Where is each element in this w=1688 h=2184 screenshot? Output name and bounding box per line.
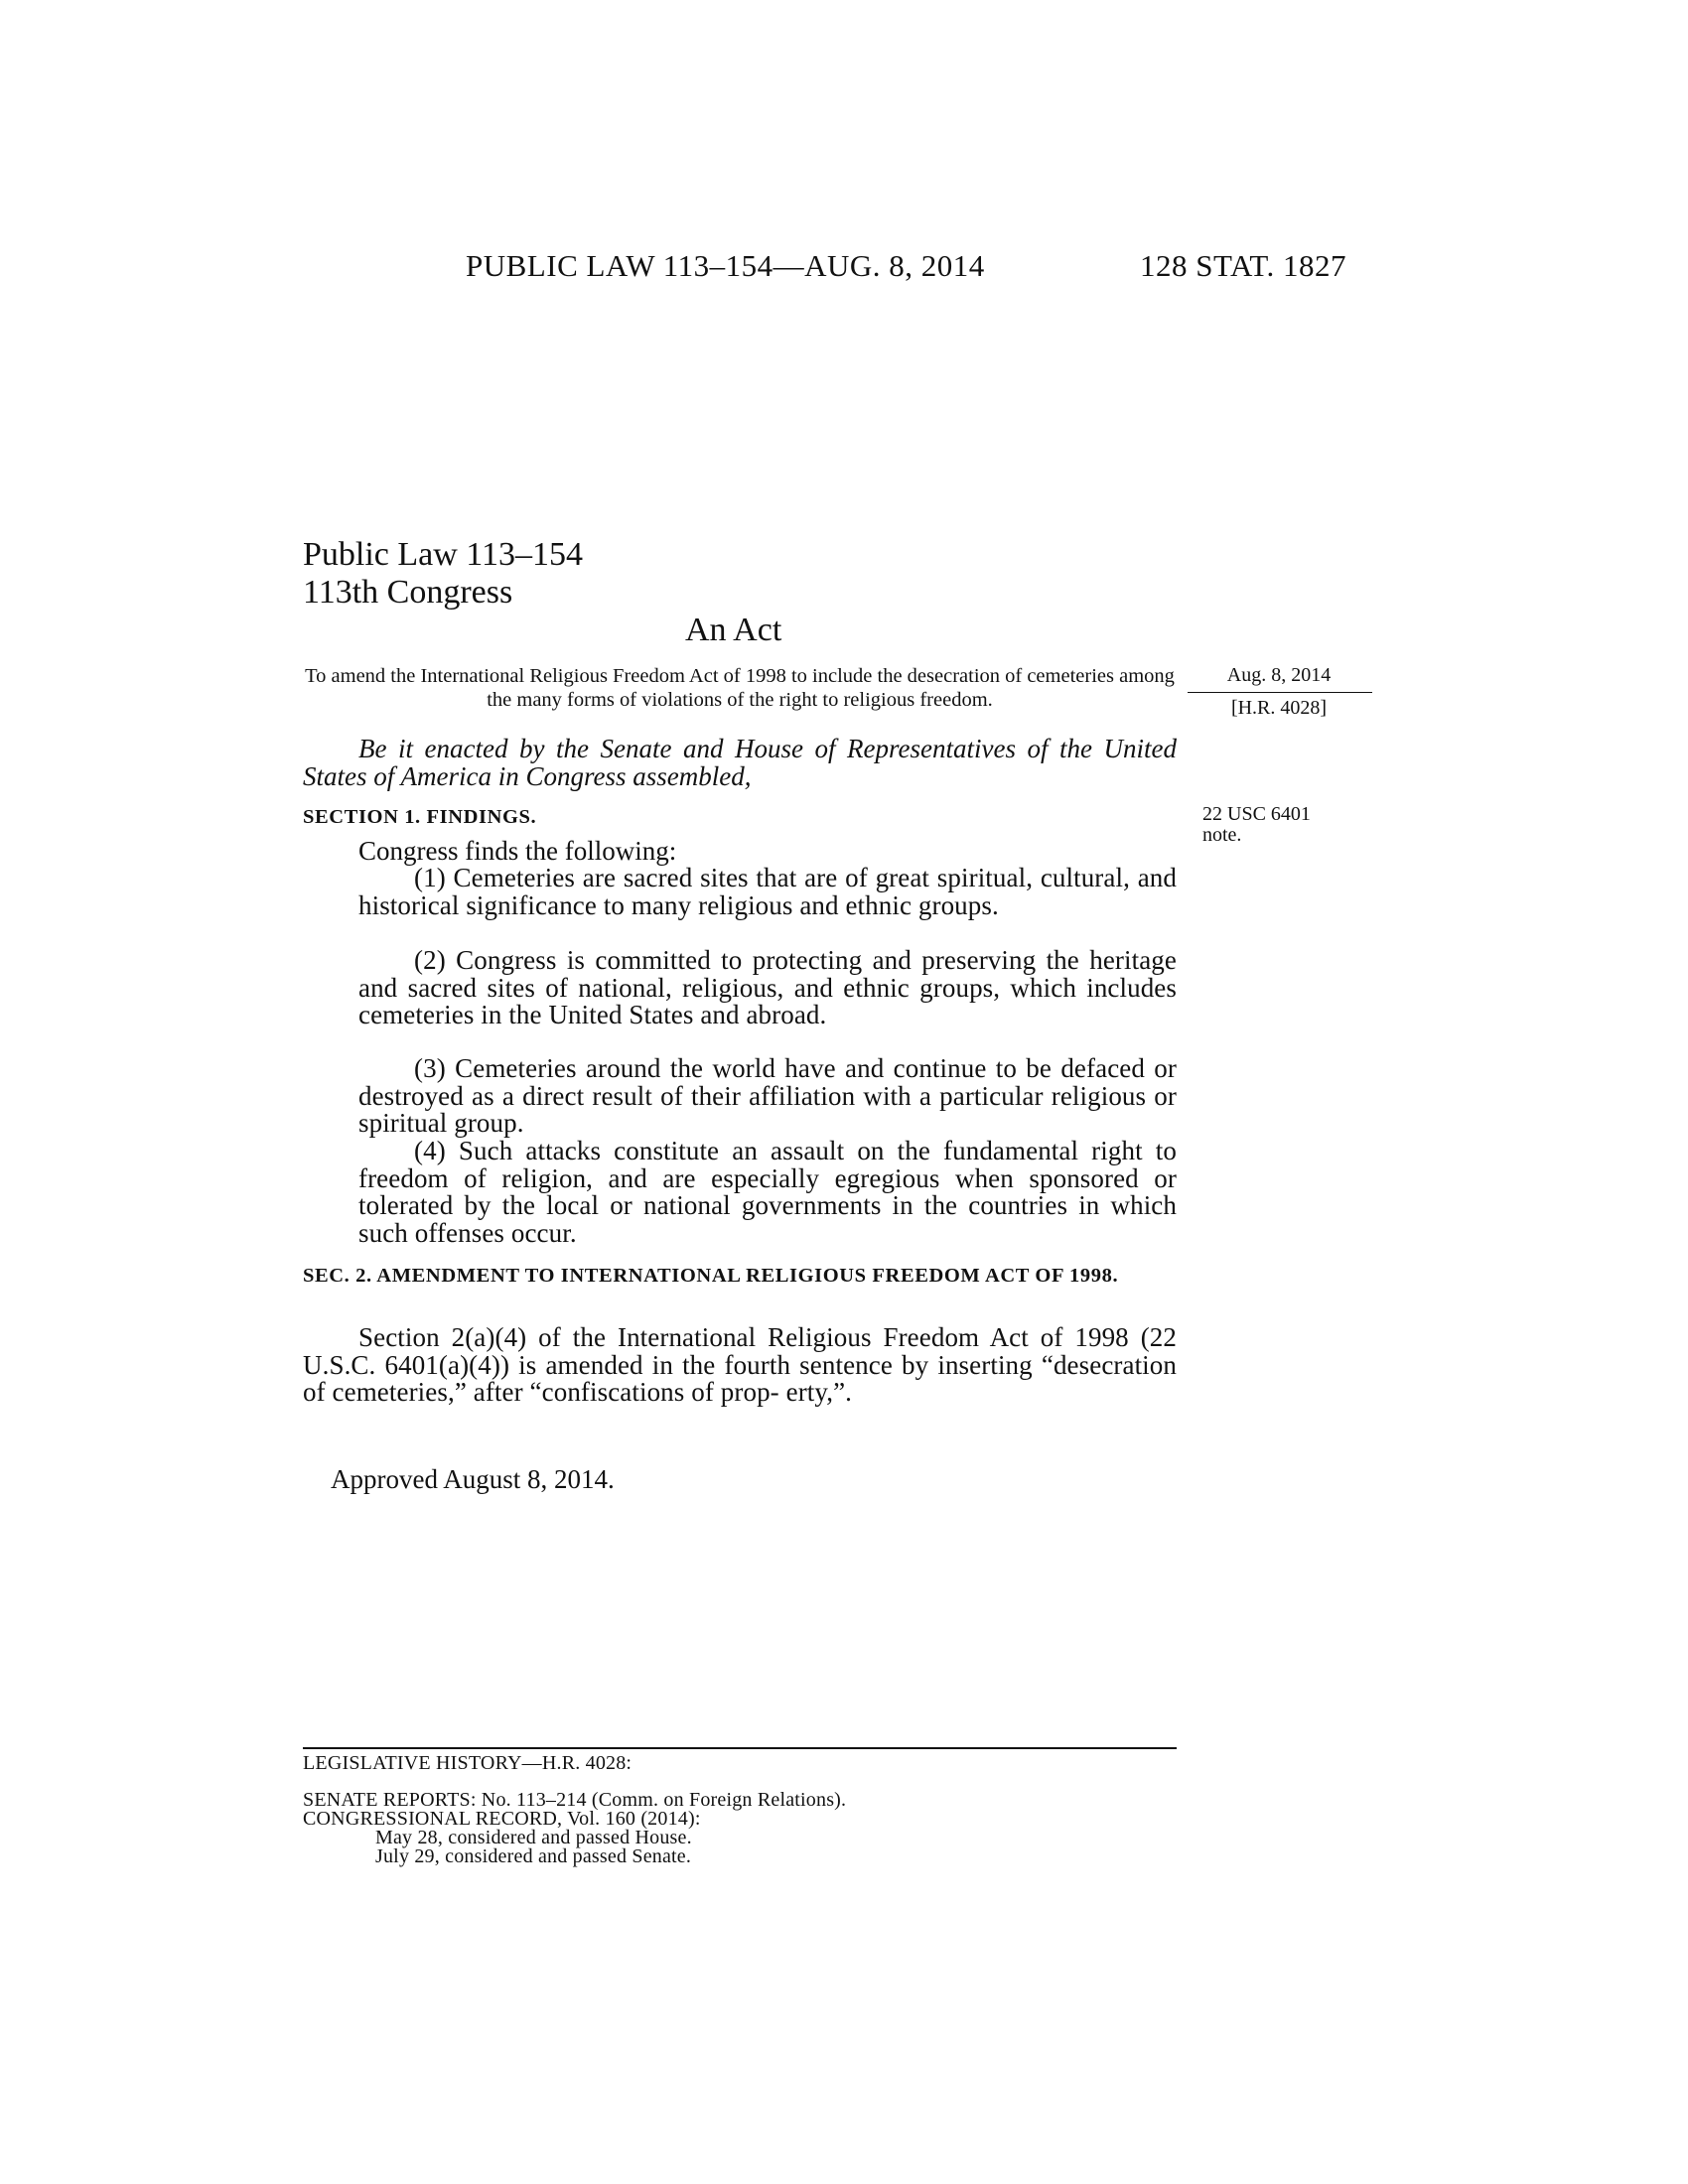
section-1-heading: SECTION 1. FINDINGS. [303, 806, 537, 828]
house-action-line: May 28, considered and passed House. [375, 1827, 692, 1848]
enacting-clause: Be it enacted by the Senate and House of Representatives of the United States of America in Congress assembled, [303, 734, 1177, 791]
margin-note-usc-note: note. [1202, 824, 1242, 846]
congressional-record-line: CONGRESSIONAL RECORD, Vol. 160 (2014): [303, 1808, 701, 1830]
finding-paragraph-1: (1) Cemeteries are sacred sites that are of great spiritual, cultural, and historical significance to many religious and ethnic groups. [358, 863, 1177, 920]
purpose-statement: To amend the International Religious Freedom Act of 1998 to include the desecration of cemeteries among the many forms of violations of the right to religious freedom. [305, 665, 1175, 711]
senate-reports-line: SENATE REPORTS: No. 113–214 (Comm. on Foreign Relations). [303, 1789, 847, 1811]
margin-note-usc-citation: 22 USC 6401 [1202, 803, 1311, 825]
running-head-law-date: PUBLIC LAW 113–154—AUG. 8, 2014 [466, 248, 985, 283]
legislative-history-title: LEGISLATIVE HISTORY—H.R. 4028: [303, 1752, 633, 1774]
footnote-divider [303, 1747, 1177, 1749]
findings-intro: Congress finds the following: [358, 836, 677, 866]
margin-divider [1188, 692, 1372, 693]
margin-note-bill-number: [H.R. 4028] [1230, 697, 1328, 719]
act-heading: An Act [685, 612, 782, 648]
section-2-heading: SEC. 2. AMENDMENT TO INTERNATIONAL RELIGIOUS FREEDOM ACT OF 1998. [303, 1265, 1119, 1287]
running-head-stat-page: 128 STAT. 1827 [1140, 248, 1347, 283]
law-number: Public Law 113–154 [303, 536, 584, 573]
section-2-body: Section 2(a)(4) of the International Religious Freedom Act of 1998 (22 U.S.C. 6401(a)(4)) is amended in the fourth sentence by inserting “desecration of cemeteries,” after “confiscations of prop- erty,”. [303, 1322, 1177, 1407]
margin-note-date: Aug. 8, 2014 [1226, 664, 1332, 686]
approval-date: Approved August 8, 2014. [331, 1464, 615, 1494]
finding-paragraph-3: (3) Cemeteries around the world have and continue to be defaced or destroyed as a direct result of their affiliation with a particular religious or spiritual group. [358, 1053, 1177, 1138]
finding-paragraph-4: (4) Such attacks constitute an assault on the fundamental right to freedom of religion, and are especially egregious when sponsored or tolerated by the local or national governments in the countries in which such offenses occur. [358, 1136, 1177, 1248]
finding-paragraph-2: (2) Congress is committed to protecting and preserving the heritage and sacred sites of national, religious, and ethnic groups, which includes cemeteries in the United States and abroad. [358, 945, 1177, 1029]
senate-action-line: July 29, considered and passed Senate. [375, 1845, 692, 1867]
margin-note-usc [1202, 804, 1351, 846]
congress-number: 113th Congress [303, 574, 513, 611]
